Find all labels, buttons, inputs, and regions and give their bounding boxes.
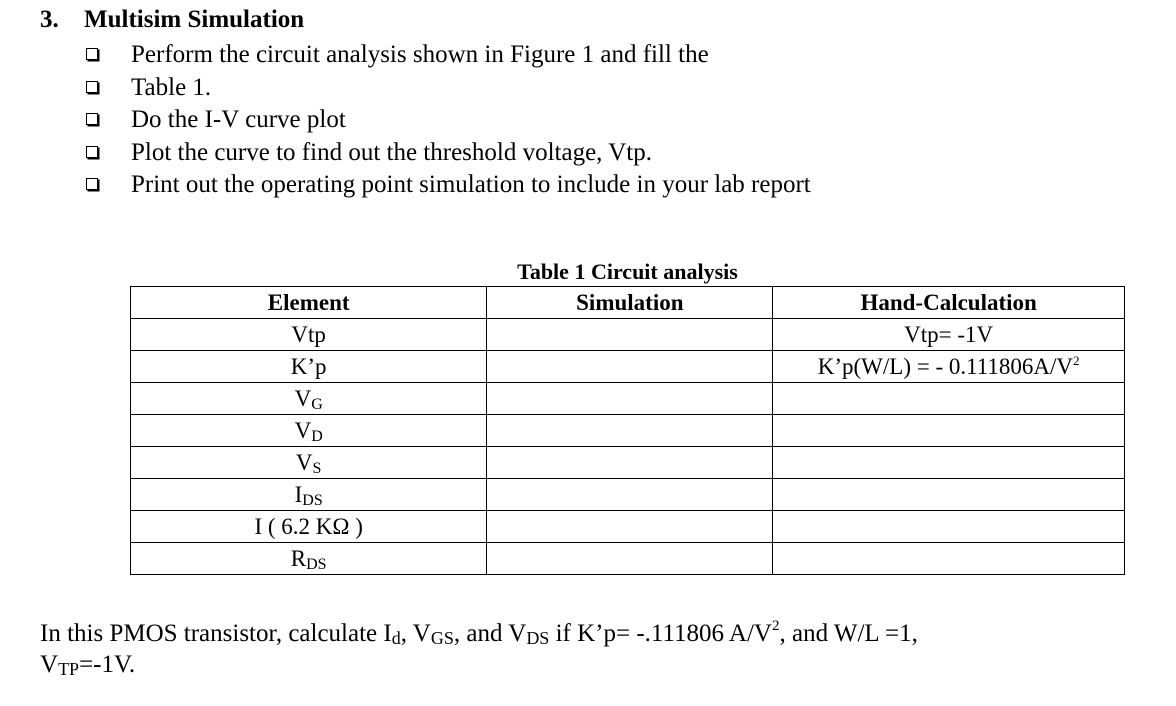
table-header-row (131, 287, 1125, 319)
question-text: In this PMOS transistor, calculate $I_d$, $V_{GS}$, and $V_{DS}$ if K’p= -.111806 $A/V^2$, and W/L =1, $V_{TP}=-1V$. (40, 618, 918, 679)
header-hand-calculation: Hand-Calculation (773, 287, 1125, 319)
table-row (131, 319, 1125, 351)
element-cell: $R_{DS}$ (131, 543, 487, 575)
element-cell: $V_D$ (131, 415, 487, 447)
checkbox-bullet-icon (86, 48, 98, 60)
element-cell: Vtp (131, 319, 487, 351)
section-heading (40, 6, 304, 34)
element-cell: $V_G$ (131, 383, 487, 415)
section-number: 3. (40, 6, 59, 33)
task-item: Print out the operating point simulation to include in your lab report (86, 170, 811, 203)
task-item: Do the I-V curve plot (86, 105, 811, 138)
task-item: Plot the curve to find out the threshold voltage, Vtp. (86, 138, 811, 171)
simulation-cell (487, 479, 773, 511)
task-list (86, 40, 811, 203)
table-row (131, 351, 1125, 383)
checkbox-bullet-icon (86, 178, 98, 190)
hand-calc-cell (773, 447, 1125, 479)
checkbox-bullet-icon (86, 81, 98, 93)
checkbox-bullet-icon (86, 113, 98, 125)
header-simulation: Simulation (487, 287, 773, 319)
header-element: Element (131, 287, 487, 319)
table-caption: Table 1 Circuit analysis (517, 259, 738, 284)
hand-calc-cell (773, 479, 1125, 511)
simulation-cell (487, 319, 773, 351)
simulation-cell (487, 383, 773, 415)
section-title: Multisim Simulation (84, 6, 305, 33)
task-item: Perform the circuit analysis shown in Figure 1 and fill the (86, 40, 811, 73)
table-row (131, 383, 1125, 415)
hand-calc-cell (773, 511, 1125, 543)
table-row (131, 415, 1125, 447)
task-item: Table 1. (86, 73, 811, 106)
element-cell: I ( 6.2 KΩ ) (131, 511, 487, 543)
simulation-cell (487, 511, 773, 543)
table-row (131, 511, 1125, 543)
hand-calc-cell: K’p(W/L) = - $0.111806A/V^2$ (773, 351, 1125, 383)
element-cell: $V_S$ (131, 447, 487, 479)
hand-calc-cell: Vtp= -1V (773, 319, 1125, 351)
hand-calc-cell (773, 415, 1125, 447)
checkbox-bullet-icon (86, 146, 98, 158)
circuit-analysis-table (130, 286, 1125, 575)
simulation-cell (487, 543, 773, 575)
hand-calc-cell (773, 543, 1125, 575)
element-cell: K’p (131, 351, 487, 383)
element-cell: $I_{DS}$ (131, 479, 487, 511)
table-row (131, 479, 1125, 511)
hand-calc-cell (773, 383, 1125, 415)
table-row (131, 447, 1125, 479)
simulation-cell (487, 415, 773, 447)
simulation-cell (487, 447, 773, 479)
simulation-cell (487, 351, 773, 383)
table-row (131, 543, 1125, 575)
